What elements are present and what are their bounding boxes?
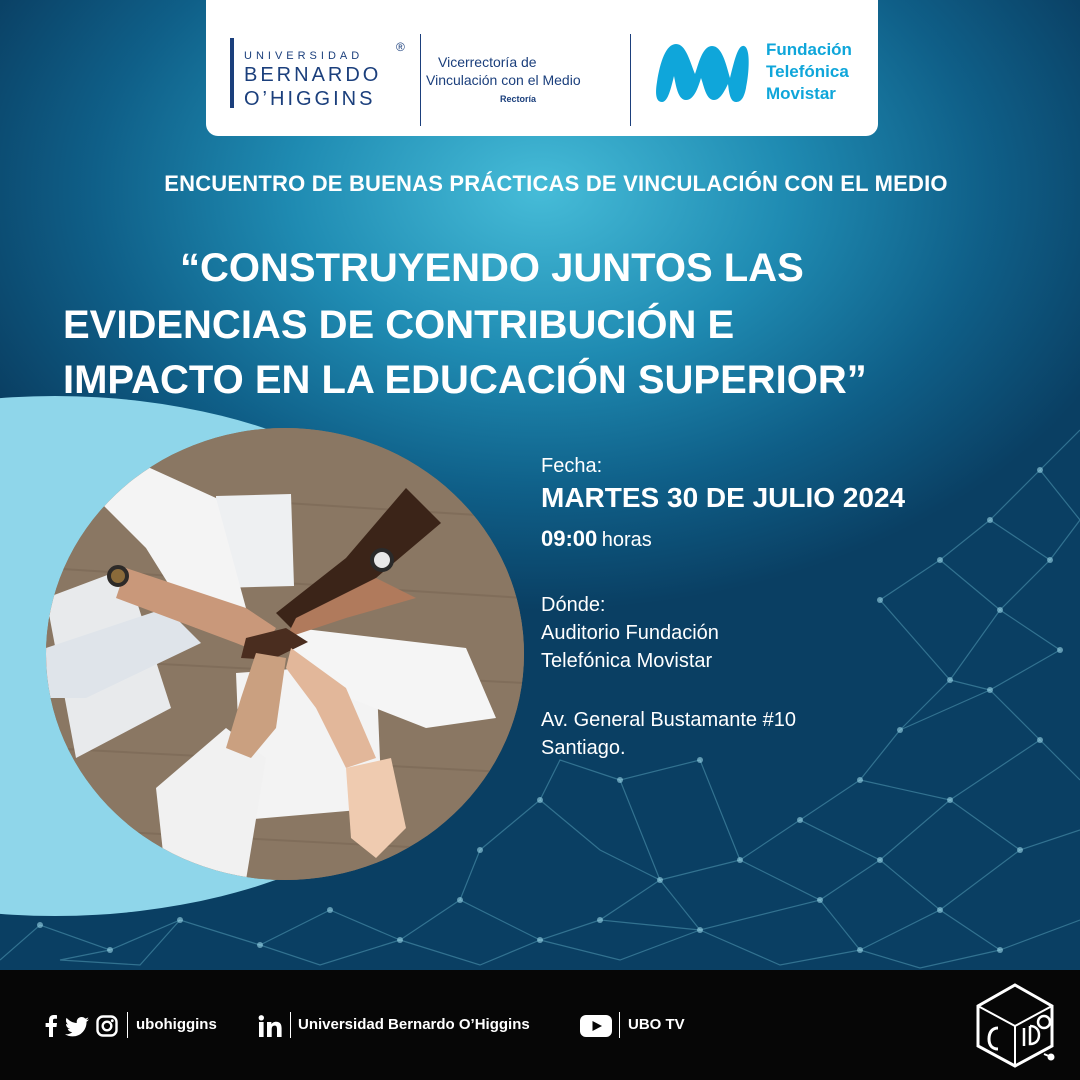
address-line1: Av. General Bustamante #10 xyxy=(541,709,796,731)
footer-divider xyxy=(127,1012,128,1038)
fundacion-telefonica-line3: Movistar xyxy=(766,84,836,103)
youtube-icon[interactable] xyxy=(580,1015,612,1037)
footer-divider xyxy=(619,1012,620,1038)
youtube-name[interactable]: UBO TV xyxy=(628,1016,685,1033)
facebook-icon[interactable] xyxy=(44,1015,58,1037)
fundacion-telefonica-line1: Fundación xyxy=(766,40,852,59)
footer-divider xyxy=(290,1012,291,1038)
place-line1: Auditorio Fundación xyxy=(541,622,719,644)
event-title-line2: EVIDENCIAS DE CONTRIBUCIÓN E xyxy=(63,303,735,347)
logo-bar xyxy=(206,0,878,136)
event-title-line1: “CONSTRUYENDO JUNTOS LAS xyxy=(180,246,804,290)
event-title-line3: IMPACTO EN LA EDUCACIÓN SUPERIOR” xyxy=(63,358,867,402)
linkedin-name[interactable]: Universidad Bernardo O’Higgins xyxy=(298,1016,530,1033)
logo-divider xyxy=(420,34,421,126)
vice-rectory-line2: Vinculación con el Medio xyxy=(426,72,581,88)
movistar-m-logo xyxy=(652,34,752,108)
twitter-icon[interactable] xyxy=(64,1017,90,1037)
hands-together-photo xyxy=(46,428,524,880)
ubo-logo-line2: O’HIGGINS xyxy=(244,88,376,110)
vice-rectory-line1: Vicerrectoría de xyxy=(438,54,537,70)
ubo-logo-mark xyxy=(230,38,234,108)
logo-divider xyxy=(630,34,631,126)
instagram-icon[interactable] xyxy=(96,1015,118,1037)
vice-rectory-line3: Rectoría xyxy=(500,94,537,104)
fundacion-telefonica-line2: Telefónica xyxy=(766,62,849,81)
social-handle[interactable]: ubohiggins xyxy=(136,1016,217,1033)
date-label: Fecha: xyxy=(541,455,603,477)
date-value: MARTES 30 DE JULIO 2024 xyxy=(541,482,906,513)
ubo-logo-small-text: UNIVERSIDAD xyxy=(244,50,364,62)
place-line2: Telefónica Movistar xyxy=(541,650,713,672)
address-line2: Santiago. xyxy=(541,737,626,759)
time-row xyxy=(541,526,652,552)
ubo-logo-line1: BERNARDO xyxy=(244,64,382,86)
place-label: Dónde: xyxy=(541,594,606,616)
registered-mark: ® xyxy=(396,40,405,54)
time-unit: horas xyxy=(601,529,652,551)
time-value: 09:00 xyxy=(541,526,598,551)
event-subtitle: ENCUENTRO DE BUENAS PRÁCTICAS DE VINCULACIÓN CON EL MEDIO xyxy=(164,171,948,196)
linkedin-icon[interactable] xyxy=(258,1015,282,1037)
social-footer xyxy=(0,970,1080,1080)
c-ubo-logo xyxy=(972,982,1058,1068)
